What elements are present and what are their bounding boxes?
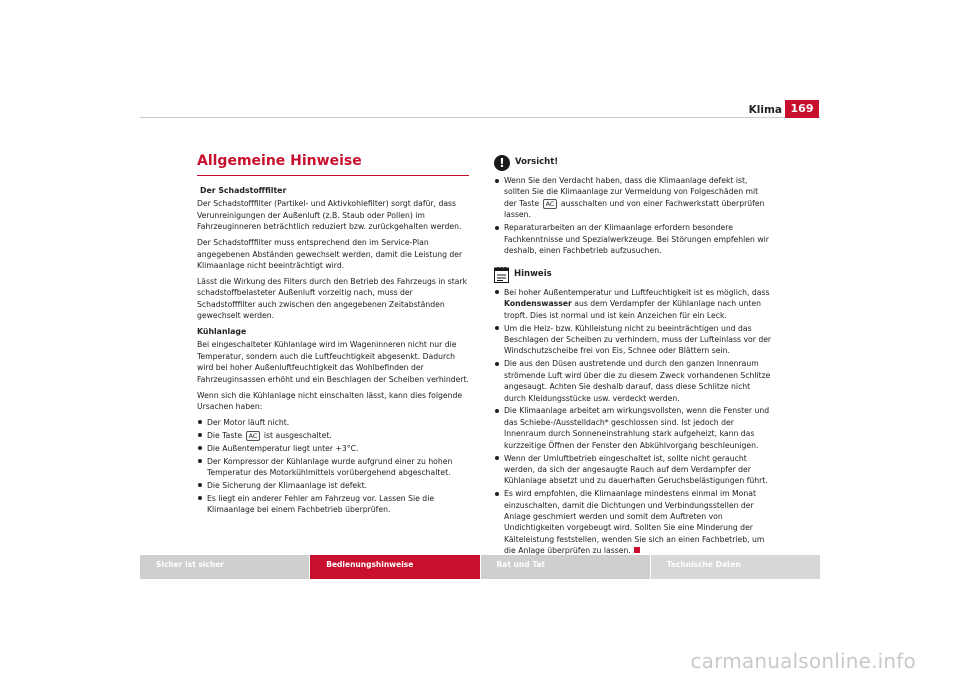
ac-key-label: AC <box>246 431 261 441</box>
tab-technical-data[interactable]: Technische Daten <box>651 555 820 579</box>
note-icon <box>494 267 509 283</box>
warning-exclamation-icon: ! <box>494 155 510 171</box>
note-item-condensation <box>494 287 772 321</box>
tab-advice[interactable]: Rat und Tat <box>481 555 650 579</box>
cause-item-ac-text-pre: Die Taste <box>207 430 243 440</box>
caution-title-row <box>494 155 772 171</box>
footer-chapter-nav <box>140 555 820 579</box>
note-item-air-intake: Um die Heiz- bzw. Kühlleistung nicht zu beeinträchtigen und das Beschlagen der Scheiben zu verhindern, muss der Lufteinlass vor der Windschutzscheibe frei von Eis, Schnee oder Blättern sein. <box>494 323 772 357</box>
note-item-condensation-pre: Bei hoher Außentemperatur und Luftfeuchtigkeit ist es möglich, dass <box>504 287 770 297</box>
dust-filter-paragraph-3: Lässt die Wirkung des Filters durch den Betrieb des Fahrzeugs in stark schadstoffbelasteter Außenluft vorzeitig nach, muss der Schadstofffilter auch zwischen den angegebenen Zeitabständen gewechselt werden. <box>197 276 468 321</box>
cause-item-temperature: Die Außentemperatur liegt unter +3°C. <box>197 443 469 454</box>
note-item-condensation-post: aus dem Verdampfer der Kühlanlage nach unten tropft. Dies ist normal und ist kein Anzeichen für ein Leck. <box>504 299 761 320</box>
cooling-paragraph-2: Wenn sich die Kühlanlage nicht einschalten lässt, kann dies folgende Ursachen haben: <box>197 390 463 411</box>
caution-item-defect-pre: Wenn Sie den Verdacht haben, dass die Klimaanlage defekt ist, sollten Sie die Klimaanlage zur Vermeidung von Folgeschäden mit der Taste <box>504 176 759 208</box>
note-title: Hinweis <box>514 269 552 280</box>
cause-item-ac-text-post: ist ausgeschaltet. <box>263 430 332 440</box>
note-item-windows: Die Klimaanlage arbeitet am wirkungsvollsten, wenn die Fenster und das Schiebe-/Ausstelldach* geschlossen sind. Ist jedoch der Innenraum durch Sonneneinstrahlung stark aufgeheizt, kann das kurzzeitige Öffnen der Fenster den Abkühlvorgang beschleunigen. <box>494 405 772 451</box>
cause-item-fuse: Die Sicherung der Klimaanlage ist defekt. <box>197 480 469 491</box>
right-column <box>494 155 772 558</box>
dust-filter-paragraph-2: Der Schadstofffilter muss entsprechend den im Service-Plan angegebenen Abständen gewechselt werden, damit die Leistung der Klimaanlage nicht beeinträchtigt wird. <box>197 238 463 270</box>
dust-filter-paragraph-1: Der Schadstofffilter (Partikel- und Aktivkohlefilter) sorgt dafür, dass Verunreinigungen der Außenluft (z.B. Staub oder Pollen) im Fahrzeuginneren beträchtlich reduziert bzw. zurückgehalten werden. <box>197 199 462 232</box>
page-number: 169 <box>785 100 819 118</box>
note-item-vent-slots: Die aus den Düsen austretende und durch den ganzen Innenraum strömende Luft wird über die zu diesem Zweck vorhandenen Schlitze angesaugt. Achten Sie deshalb darauf, dass diese Schlitze nicht durch Kleidungsstücke usw. verdeckt werden. <box>494 358 772 404</box>
tab-safety[interactable]: Sicher ist sicher <box>140 555 309 579</box>
header-rule <box>140 117 820 118</box>
caution-item-defect <box>494 175 772 221</box>
ac-key-label: AC <box>543 199 558 209</box>
section-title: Klima <box>748 104 782 116</box>
left-column <box>197 152 469 517</box>
caution-item-defect-post: ausschalten und von einer Fachwerkstatt überprüfen lassen. <box>504 198 765 220</box>
page-title: Allgemeine Hinweise <box>197 152 469 176</box>
caution-title: Vorsicht! <box>515 157 559 168</box>
cooling-heading: Kühlanlage <box>197 326 247 336</box>
cause-item-engine: Der Motor läuft nicht. <box>197 417 469 428</box>
note-item-monthly-use <box>494 488 772 556</box>
dust-filter-heading: Der Schadstofffilter <box>200 186 287 195</box>
cause-item-compressor: Der Kompressor der Kühlanlage wurde aufgrund einer zu hohen Temperatur des Motorkühlmittels vorübergehend abgeschaltet. <box>197 456 469 479</box>
note-item-condensation-bold: Kondenswasser <box>504 299 572 309</box>
watermark: carmanualsonline.info <box>690 649 916 673</box>
note-item-recirculation: Wenn der Umluftbetrieb eingeschaltet ist, sollte nicht geraucht werden, da sich der angesaugte Rauch auf dem Verdampfer der Kühlanlage absetzt und zu dauerhaften Geruchsbelästigungen führt. <box>494 453 772 487</box>
note-item-monthly-use-text: Es wird empfohlen, die Klimaanlage mindestens einmal im Monat einzuschalten, damit die Dichtungen und Verbindungsstellen der Anlage geschmiert werden und somit dem Auftreten von Undichtigkeiten vorgebeugt wird. Sollten Sie eine Minderung der Kälteleistung feststellen, wenden Sie sich an einen Fachbetrieb, um die Anlage überprüfen zu lassen. <box>504 489 765 556</box>
tab-operation[interactable]: Bedienungshinweise <box>310 555 479 579</box>
section-end-mark <box>634 547 640 553</box>
cause-item-other-fault: Es liegt ein anderer Fehler am Fahrzeug vor. Lassen Sie die Klimaanlage bei einem Fachbetrieb überprüfen. <box>197 493 469 516</box>
cooling-paragraph-1: Bei eingeschalteter Kühlanlage wird im Wageninneren nicht nur die Temperatur, sondern auch die Luftfeuchtigkeit abgesenkt. Dadurch wird bei hoher Außenluftfeuchtigkeit das Wohlbefinden der Fahrzeuginsassen erhöht und ein Beschlagen der Scheiben verhindert. <box>197 340 469 384</box>
note-title-row <box>494 267 772 283</box>
cause-item-ac-button <box>197 430 469 441</box>
caution-item-repair: Reparaturarbeiten an der Klimaanlage erfordern besondere Fachkenntnisse und Spezialwerkzeuge. Bei Störungen empfehlen wir deshalb, einen Fachbetrieb aufzusuchen. <box>494 222 772 256</box>
